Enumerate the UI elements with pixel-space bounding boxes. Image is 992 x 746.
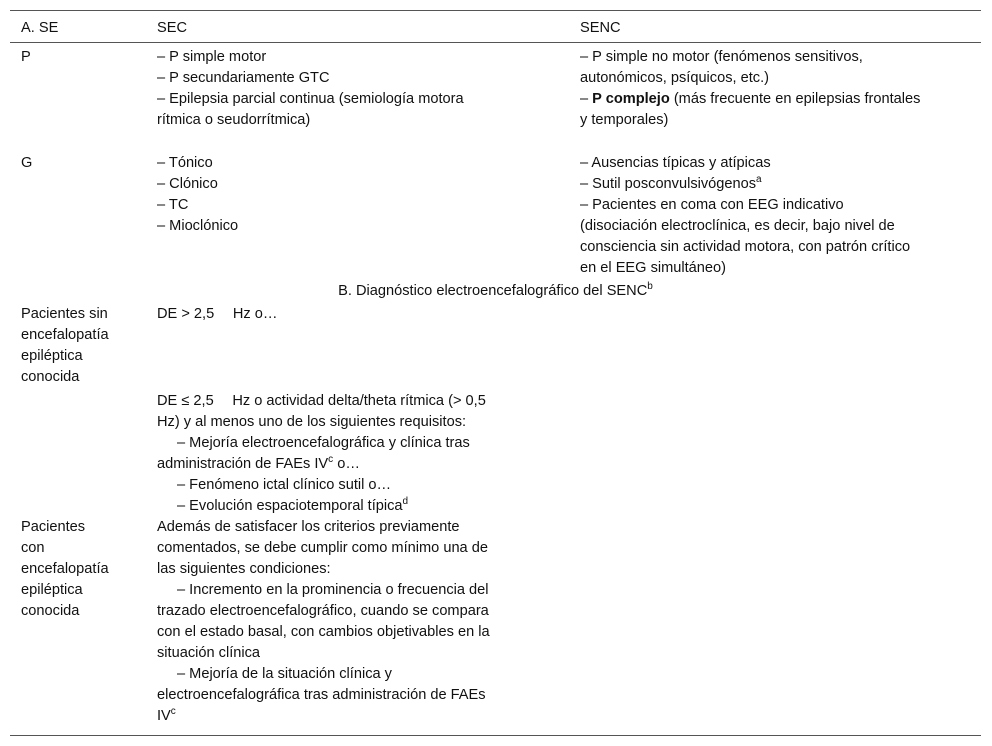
row-sin-criterion-2 (157, 391, 486, 517)
condition-line: – Incremento en la prominencia o frecuencia del (177, 582, 489, 598)
row-p-senc-line (580, 89, 920, 110)
row-p-label: P (21, 49, 31, 65)
row-sin-label-line: Pacientes sin (21, 306, 108, 322)
row-g-sec-cell (157, 153, 238, 237)
row-g-label: G (21, 155, 33, 171)
evolucion-text: – Evolución espaciotemporal típica (177, 498, 403, 514)
row-g-senc-line: (disociación electroclínica, es decir, bajo nivel de (580, 218, 895, 234)
criterion-line: DE ≤ 2,5 Hz o actividad delta/theta rítmica (> 0,5 (157, 393, 486, 409)
section-b-title (10, 281, 981, 302)
header-col-a-se: A. SE (21, 20, 59, 36)
row-p-sec-cell (157, 47, 464, 131)
condition-line: electroencefalográfica tras administración de FAEs (157, 687, 486, 703)
row-con-label-line: Pacientes (21, 519, 86, 535)
header-col-sec: SEC (157, 20, 188, 36)
footnote-c: c (170, 706, 176, 718)
condition-line: las siguientes condiciones: (157, 561, 331, 577)
footnote-a: a (756, 174, 762, 186)
footnote-b: b (647, 281, 653, 293)
row-p-sec-line: – P secundariamente GTC (157, 70, 330, 86)
footnote-d: d (402, 496, 409, 508)
faes-text: administración de FAEs IV (157, 456, 329, 472)
row-g-sec-line: – Tónico (157, 155, 213, 171)
criterion-line: Hz) y al menos uno de los siguientes requisitos: (157, 414, 467, 430)
condition-line: trazado electroencefalográfico, cuando se compara (157, 603, 489, 619)
row-g-senc-line: – Ausencias típicas y atípicas (580, 155, 771, 171)
iv-text: IV (157, 708, 171, 724)
criterion-line: – Mejoría electroencefalográfica y clínica tras (177, 435, 470, 451)
row-g-senc-line: – Pacientes en coma con EEG indicativo (580, 197, 844, 213)
faes-rest: o… (333, 456, 360, 472)
row-g-sec-line: – Mioclónico (157, 218, 239, 234)
sutil-text: – Sutil posconvulsivógenos (580, 176, 757, 192)
condition-line: Además de satisfacer los criterios previamente (157, 519, 460, 535)
row-con-label-line: epiléptica (21, 582, 83, 598)
row-p-senc-line: – P simple no motor (fenómenos sensitivos, (580, 49, 863, 65)
criterion-line: – Fenómeno ictal clínico sutil o… (177, 477, 392, 493)
row-sin-label-line: conocida (21, 369, 80, 385)
row-con-label-line: encefalopatía (21, 561, 109, 577)
row-con-label-line: conocida (21, 603, 80, 619)
condition-line: situación clínica (157, 645, 261, 661)
row-g-sec-line: – TC (157, 197, 189, 213)
condition-line: comentados, se debe cumplir como mínimo una de (157, 540, 488, 556)
row-g-senc-cell (580, 153, 910, 279)
row-con-label-line: con (21, 540, 45, 556)
row-sin-label-line: epiléptica (21, 348, 83, 364)
p-complejo-bold: P complejo (592, 91, 670, 107)
condition-line: – Mejoría de la situación clínica y (177, 666, 392, 682)
row-g-senc-line (580, 174, 910, 195)
row-g-sec-line: – Clónico (157, 176, 218, 192)
row-p-senc-line: autonómicos, psíquicos, etc.) (580, 70, 769, 86)
criterion-line (157, 454, 486, 475)
p-complejo-rest: (más frecuente en epilepsias frontales (669, 91, 921, 107)
row-con-label (21, 517, 109, 622)
header-col-senc: SENC (580, 20, 621, 36)
footnote-c: c (328, 454, 334, 466)
row-p-sec-line: – Epilepsia parcial continua (semiología motora (157, 91, 464, 107)
row-p-sec-line: – P simple motor (157, 49, 267, 65)
table-header-row (10, 11, 981, 43)
row-g-senc-line: en el EEG simultáneo) (580, 260, 727, 276)
criterion-line: DE > 2,5 Hz o… (157, 306, 278, 322)
classification-table (10, 10, 981, 736)
row-p-senc-cell (580, 47, 920, 131)
row-g-senc-line: consciencia sin actividad motora, con patrón crítico (580, 239, 911, 255)
dash-text: – (580, 91, 593, 107)
section-b-text: B. Diagnóstico electroencefalográfico del SENC (338, 283, 648, 299)
condition-line (157, 706, 490, 727)
row-sin-label-line: encefalopatía (21, 327, 109, 343)
row-p-senc-line: y temporales) (580, 112, 669, 128)
criterion-line (157, 496, 486, 517)
condition-line: con el estado basal, con cambios objetivables en la (157, 624, 490, 640)
row-sin-criterion-1 (157, 304, 277, 325)
row-sin-label (21, 304, 109, 388)
row-con-text (157, 517, 490, 727)
row-p-sec-line: rítmica o seudorrítmica) (157, 112, 311, 128)
